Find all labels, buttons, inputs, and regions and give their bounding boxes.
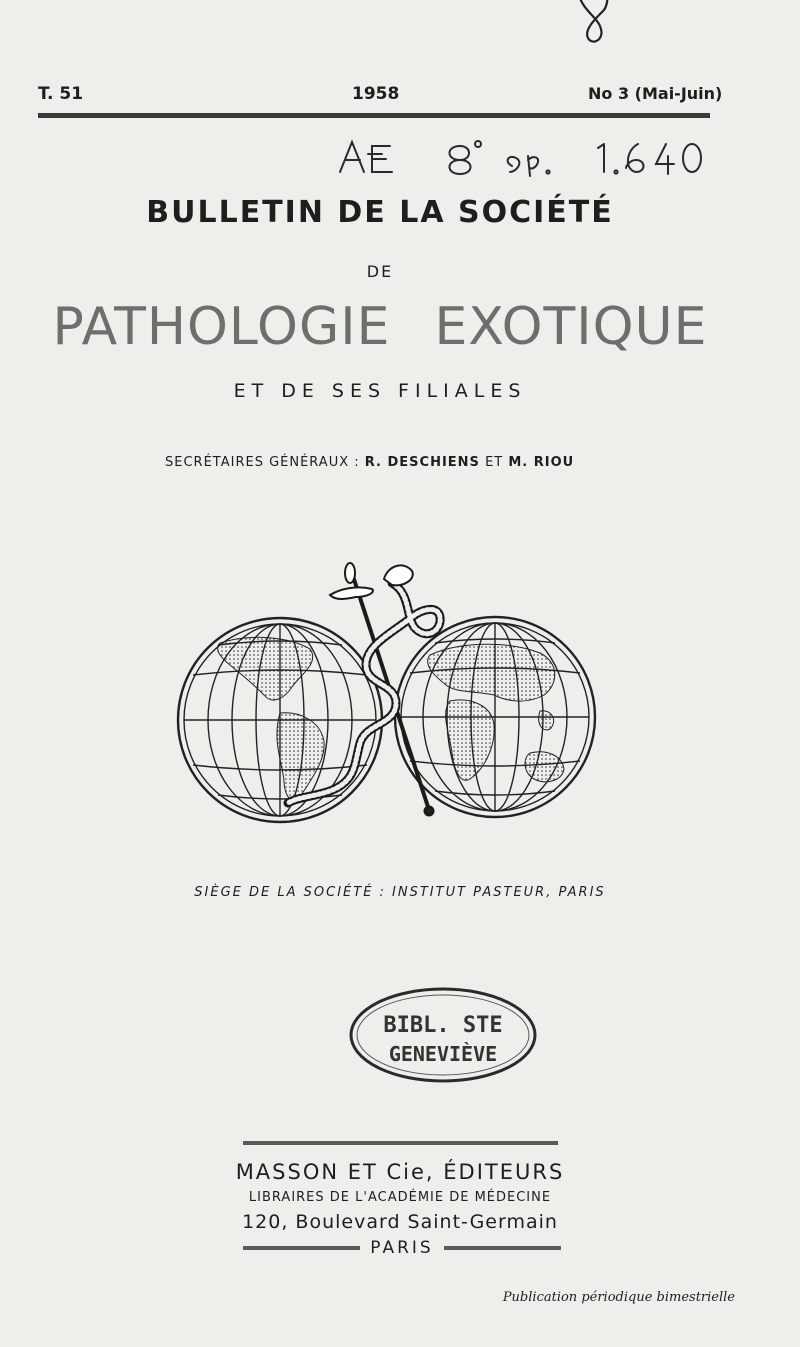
publisher-name: MASSON ET Cie, ÉDITEURS <box>235 1160 565 1184</box>
general-secretaries <box>165 455 574 470</box>
stamp-line-1: BIBL. STE <box>383 1013 503 1038</box>
title-word-pathologie: PATHOLOGIE <box>52 297 391 357</box>
library-stamp <box>348 985 538 1085</box>
publisher-tagline: LIBRAIRES DE L'ACADÉMIE DE MÉDECINE <box>248 1190 552 1205</box>
publisher-address: 120, Boulevard Saint-Germain <box>242 1211 558 1233</box>
title-word-exotique: EXOTIQUE <box>434 297 708 357</box>
publisher-rule-top <box>243 1141 558 1145</box>
handwritten-shelfmark <box>320 132 740 192</box>
title-line-2: DE <box>366 262 394 281</box>
secretaries-conjunction: ET <box>485 455 504 470</box>
society-seat: SIÈGE DE LA SOCIÉTÉ : INSTITUT PASTEUR, PARIS <box>194 885 606 900</box>
secretary-1: R. DESCHIENS <box>364 455 480 470</box>
secretaries-label: SECRÉTAIRES GÉNÉRAUX : <box>165 455 360 470</box>
publisher-city: PARIS <box>370 1238 434 1258</box>
handwritten-mark <box>572 0 612 47</box>
stamp-line-2: GENEVIÈVE <box>388 1042 498 1066</box>
publication-year: 1958 <box>352 84 400 104</box>
title-line-1: BULLETIN DE LA SOCIÉTÉ <box>146 195 614 230</box>
header-rule <box>38 113 710 118</box>
journal-title <box>0 297 760 357</box>
issue-number: No 3 (Mai-Juin) <box>588 84 723 103</box>
publisher-city-row <box>243 1236 561 1260</box>
volume-number: T. 51 <box>38 84 84 104</box>
title-subtitle: ET DE SES FILIALES <box>233 380 527 402</box>
secretary-2: M. RIOU <box>508 455 575 470</box>
globe-serpent-emblem-icon <box>160 545 620 845</box>
publication-frequency: Publication périodique bimestrielle <box>502 1290 735 1305</box>
city-rule-left <box>243 1246 360 1250</box>
city-rule-right <box>444 1246 561 1250</box>
